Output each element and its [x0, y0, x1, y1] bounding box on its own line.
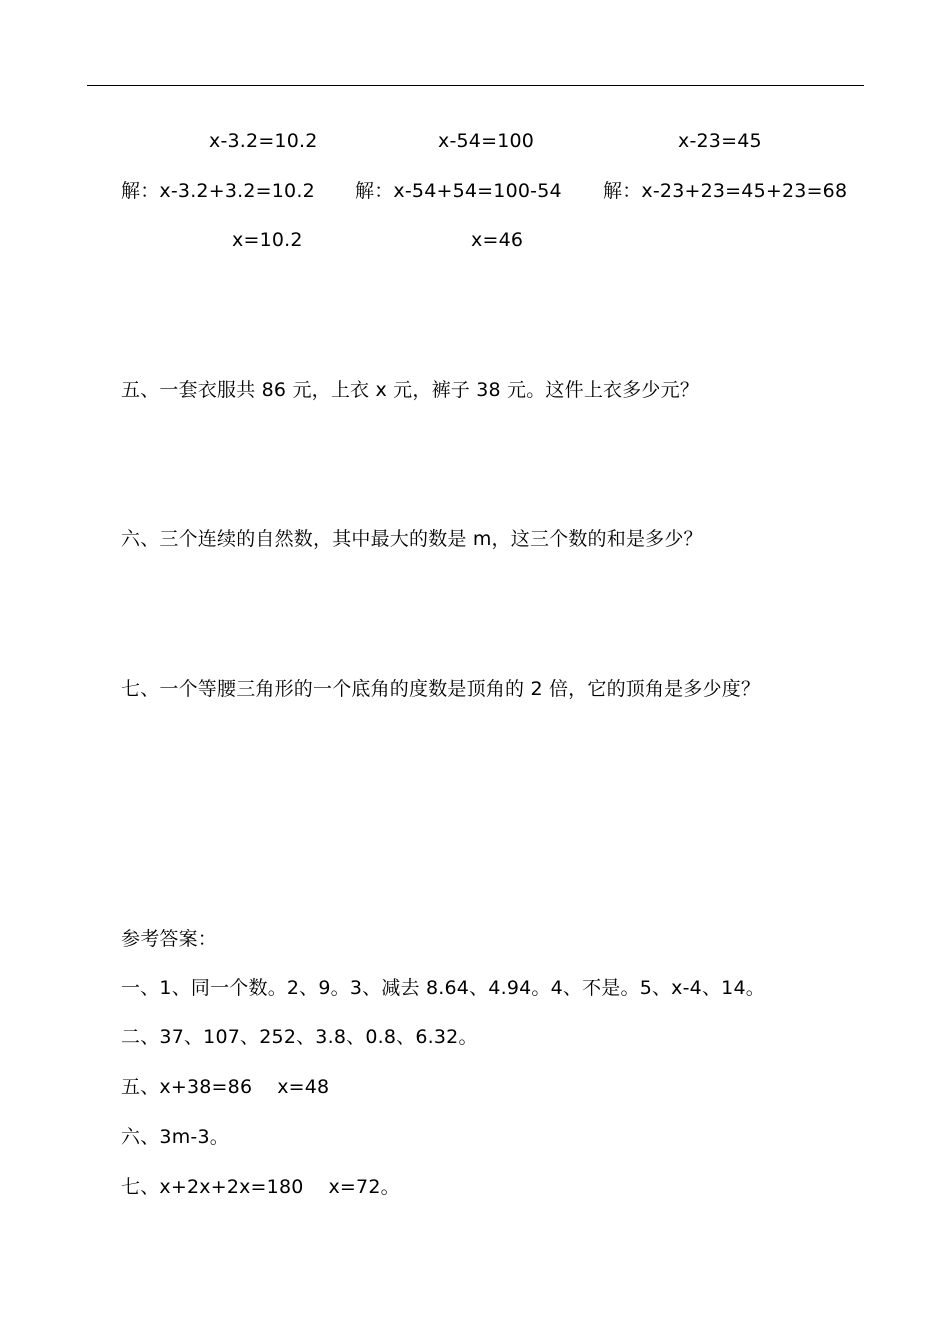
question-7: 七、一个等腰三角形的一个底角的度数是顶角的 2 倍，它的顶角是多少度？	[121, 678, 761, 700]
question-6: 六、三个连续的自然数，其中最大的数是 m，这三个数的和是多少？	[121, 528, 703, 550]
equation-2-problem: x-54=100	[438, 130, 535, 152]
header-rule	[87, 85, 864, 86]
answer-7: 七、x+2x+2x=180 x=72。	[121, 1176, 400, 1198]
equation-2-result: x=46	[471, 229, 524, 251]
equation-1-solution: 解：x-3.2+3.2=10.2	[121, 180, 315, 202]
answers-heading: 参考答案：	[121, 928, 218, 950]
equation-1-problem: x-3.2=10.2	[209, 130, 318, 152]
equation-3-problem: x-23=45	[678, 130, 762, 152]
equation-2-solution: 解：x-54+54=100-54	[355, 180, 562, 202]
equation-3-solution: 解：x-23+23=45+23=68	[603, 180, 848, 202]
answer-1: 一、1、同一个数。2、9。3、减去 8.64、4.94。4、不是。5、x-4、14。	[121, 977, 765, 999]
answer-6: 六、3m-3。	[121, 1126, 229, 1148]
answer-2: 二、37、107、252、3.8、0.8、6.32。	[121, 1026, 478, 1048]
equation-1-result: x=10.2	[232, 229, 303, 251]
answer-5: 五、x+38=86 x=48	[121, 1076, 330, 1098]
question-5: 五、一套衣服共 86 元，上衣 x 元，裤子 38 元。这件上衣多少元？	[121, 379, 700, 401]
